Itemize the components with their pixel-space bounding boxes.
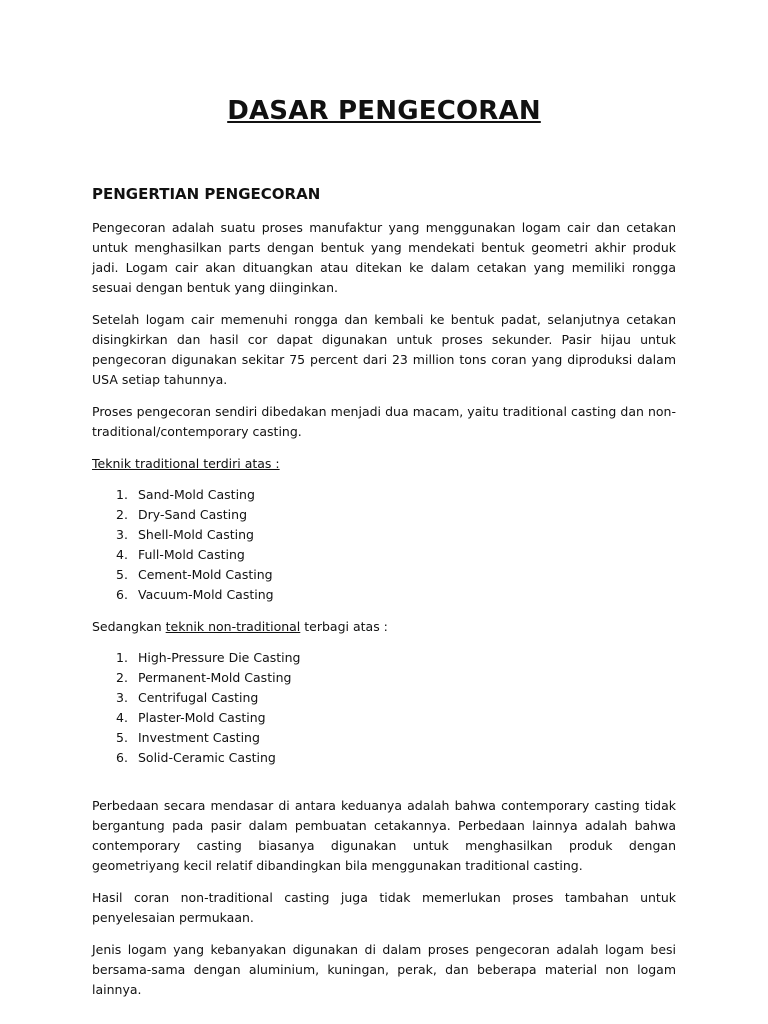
traditional-heading: Teknik traditional terdiri atas : (92, 456, 280, 471)
section-heading: PENGERTIAN PENGECORAN (92, 185, 321, 203)
paragraph-definition: Pengecoran adalah suatu proses manufaktur yang menggunakan logam cair dan cetakan untuk menghasilkan parts dengan bentuk yang mendekati bentuk geometri akhir produk jadi. Logam cair akan dituangkan atau ditekan ke dalam cetakan yang memiliki rongga sesuai dengan bentuk yang diinginkan. (92, 220, 676, 295)
list-item: 5. Investment Casting (116, 730, 260, 745)
list-item: 1. Sand-Mold Casting (116, 487, 255, 502)
traditional-list (92, 485, 676, 605)
list-item: 3. Centrifugal Casting (116, 690, 259, 705)
paragraph-finishing: Hasil coran non-traditional casting juga tidak memerlukan proses tambahan untuk penyelesaian permukaan. (92, 890, 676, 925)
list-item: 6. Solid-Ceramic Casting (116, 750, 276, 765)
list-item: 4. Plaster-Mold Casting (116, 710, 266, 725)
paragraph-types: Proses pengecoran sendiri dibedakan menjadi dua macam, yaitu traditional casting dan non-traditional/contemporary casting. (92, 404, 676, 439)
list-item: 1. High-Pressure Die Casting (116, 650, 301, 665)
document-title: DASAR PENGECORAN (227, 96, 541, 126)
list-item: 3. Shell-Mold Casting (116, 527, 254, 542)
list-item: 6. Vacuum-Mold Casting (116, 587, 274, 602)
spacer (92, 780, 676, 796)
paragraph-metals: Jenis logam yang kebanyakan digunakan di dalam proses pengecoran adalah logam besi bersama-sama dengan aluminium, kuningan, perak, dan beberapa material non logam lainnya. (92, 942, 676, 997)
document-body (92, 182, 676, 1012)
paragraph-differences: Perbedaan secara mendasar di antara keduanya adalah bahwa contemporary casting tidak bergantung pada pasir dalam pembuatan cetakannya. Perbedaan lainnya adalah bahwa contemporary casting biasanya digunakan untuk menghasilkan produk dengan geometriyang kecil relatif dibandingkan bila menggunakan traditional casting. (92, 798, 676, 873)
list-item: 4. Full-Mold Casting (116, 547, 245, 562)
non-traditional-list (92, 648, 676, 768)
list-item: 2. Permanent-Mold Casting (116, 670, 292, 685)
non-traditional-heading: Sedangkan teknik non-traditional terbagi atas : (92, 619, 388, 634)
paragraph-process: Setelah logam cair memenuhi rongga dan kembali ke bentuk padat, selanjutnya cetakan disingkirkan dan hasil cor dapat digunakan untuk proses sekunder. Pasir hijau untuk pengecoran digunakan sekitar 75 percent dari 23 million tons coran yang diproduksi dalam USA setiap tahunnya. (92, 312, 676, 387)
list-item: 5. Cement-Mold Casting (116, 567, 273, 582)
list-item: 2. Dry-Sand Casting (116, 507, 248, 522)
